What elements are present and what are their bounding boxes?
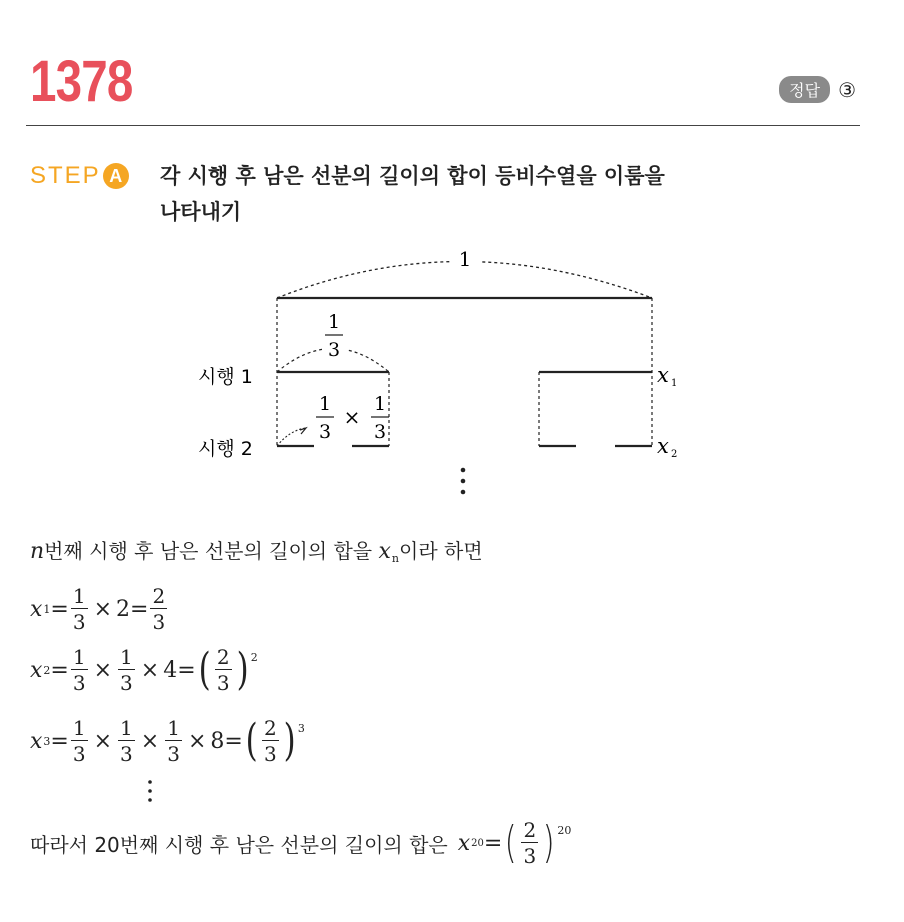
- trial2-label: 시행 2: [198, 438, 253, 460]
- problem-number: 1378: [30, 49, 133, 114]
- eq2-factor: 4: [163, 657, 178, 683]
- eq3-eq: =: [50, 728, 69, 754]
- x2-sub: 2: [671, 449, 678, 460]
- third-num: 1: [327, 311, 341, 333]
- eq3-rden: 3: [263, 742, 277, 766]
- step-badge: A: [103, 163, 129, 189]
- answer-value: ③: [838, 77, 856, 102]
- conc-frac: [521, 820, 538, 866]
- intro-text1: 번째 시행 후 남은 선분의 길이의 합을: [44, 539, 373, 563]
- equation-x3: [30, 715, 305, 766]
- conc-power: 20: [557, 824, 572, 837]
- eq3-den-b: 3: [120, 742, 133, 766]
- solution-vdots: [146, 778, 156, 810]
- eq3-den-a: 3: [72, 742, 86, 766]
- x2-var: x: [657, 434, 669, 458]
- eq3-times-a: ×: [93, 728, 113, 754]
- eq3-rparen: ): [283, 715, 296, 766]
- trial1-label: 시행 1: [198, 366, 253, 388]
- equation-x2: [30, 644, 258, 695]
- intro-xn-var: x: [378, 539, 391, 564]
- eq1-rnum: 2: [152, 584, 166, 608]
- answer-label-badge: 정답: [779, 76, 830, 103]
- third-den: 3: [327, 339, 341, 361]
- conclusion-text: 따라서 20번째 시행 후 남은 선분의 길이의 합은: [30, 832, 448, 857]
- conc-num: 2: [523, 818, 537, 842]
- eq2-num-b: 1: [120, 645, 133, 669]
- eq2-frac-a: [71, 647, 88, 693]
- eq1-times: ×: [93, 596, 113, 622]
- x1-var: x: [657, 363, 669, 387]
- eq3-num-b: 1: [120, 716, 133, 740]
- eq3-rnum: 2: [263, 716, 277, 740]
- eq1-result: [150, 586, 167, 632]
- eq2-eq2: =: [177, 657, 196, 683]
- eq2-eq: =: [50, 657, 69, 683]
- eq1-eq: =: [50, 596, 69, 622]
- step-title-line2: 나타내기: [160, 200, 242, 224]
- eq2-rparen: ): [236, 644, 249, 695]
- eq1-factor: 2: [116, 596, 131, 622]
- equation-x1: [30, 586, 169, 632]
- conc-sub: 20: [471, 837, 484, 849]
- eq2-den-a: 3: [72, 671, 86, 695]
- eq3-num-c: 1: [167, 716, 180, 740]
- solution-intro: [30, 535, 483, 565]
- eq2-frac-b: [118, 647, 135, 693]
- eq3-den-c: 3: [167, 742, 180, 766]
- eq2-rden: 3: [216, 671, 230, 695]
- step-word: STEP: [30, 162, 101, 189]
- eq3-power: 3: [297, 722, 305, 735]
- eq2-power: 2: [250, 651, 258, 664]
- eq3-eq2: =: [224, 728, 243, 754]
- eq3-var: x: [30, 728, 43, 754]
- prod-den-a: 3: [318, 421, 332, 443]
- whole-length-label: 1: [458, 247, 472, 271]
- eq2-den-b: 3: [120, 671, 133, 695]
- eq3-num-a: 1: [72, 716, 86, 740]
- intro-text2: 이라 하면: [399, 539, 483, 563]
- diagram-vdot-1: [461, 468, 466, 473]
- step-title-line1: 각 시행 후 남은 선분의 길이의 합이 등비수열을 이룸을: [160, 164, 665, 188]
- eq2-var: x: [30, 657, 43, 683]
- eq1-rden: 3: [152, 610, 166, 634]
- intro-xn-sub: n: [391, 552, 399, 565]
- eq3-result: [262, 718, 279, 764]
- eq3-factor: 8: [210, 728, 225, 754]
- eq3-lparen: (: [245, 715, 258, 766]
- conc-rparen: ): [542, 817, 555, 868]
- conc-eq: =: [483, 830, 503, 856]
- eq3-frac-a: [71, 718, 88, 764]
- eq2-times-a: ×: [93, 657, 113, 683]
- x1-sub: 1: [671, 378, 678, 389]
- eq3-times-b: ×: [140, 728, 160, 754]
- conc-lparen: (: [504, 817, 517, 868]
- eq2-sub: 2: [43, 663, 51, 677]
- prod-num-a: 1: [318, 393, 332, 415]
- diagram-vdot-2: [461, 479, 466, 484]
- eq3-frac-c: [165, 718, 182, 764]
- eq3-frac-b: [118, 718, 135, 764]
- eq2-num-a: 1: [72, 645, 86, 669]
- conc-var: x: [457, 830, 471, 856]
- eq2-times-b: ×: [140, 657, 160, 683]
- eq3-sub: 3: [43, 734, 51, 748]
- eq1-den: 3: [72, 610, 86, 634]
- prod-num-b: 1: [373, 393, 387, 415]
- eq1-sub: 1: [43, 602, 51, 616]
- eq3-times-c: ×: [187, 728, 207, 754]
- eq2-lparen: (: [198, 644, 211, 695]
- eq1-eq2: =: [130, 596, 149, 622]
- eq1-num: 1: [72, 584, 86, 608]
- eq1-var: x: [30, 596, 43, 622]
- eq2-rnum: 2: [216, 645, 230, 669]
- eq1-frac: [71, 586, 88, 632]
- conclusion: [30, 817, 572, 868]
- ninth-arc: [277, 428, 306, 446]
- eq2-result: [215, 647, 232, 693]
- intro-n: n: [30, 539, 45, 564]
- prod-times: ×: [343, 405, 361, 429]
- prod-den-b: 3: [373, 421, 387, 443]
- diagram-vdot-3: [461, 490, 466, 495]
- conc-den: 3: [523, 844, 537, 868]
